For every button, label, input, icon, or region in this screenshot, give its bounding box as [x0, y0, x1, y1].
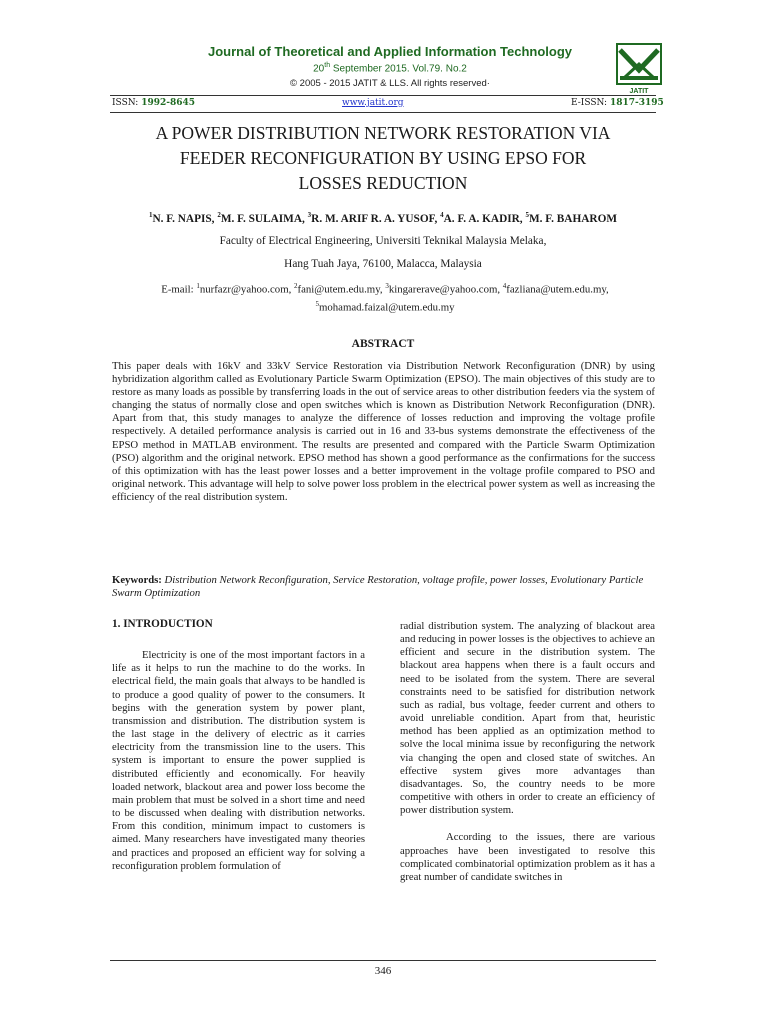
logo-text: JATIT: [629, 88, 649, 95]
body-paragraph: radial distribution system. The analyzing of blackout area and reducing in power losses is the objectives to achieve an efficient and secure in the distribution system. The blackout area happens when there is a fault occurs and need to be isolated from the system. There are several constraints need to be satisfied for distribution network such as radial, bus voltage, feeder current and others to avoid unreliable condition. Apart from that, heuristic method has been applied as an optimization method to solve the local minima issue by reconfiguring the network via changing the open and closed state of switches. An effective system gives more advantages than disadvantages. So, the country needs to be more competitive with others in order to create an efficiency of power distribution system.: [400, 620, 655, 817]
keywords-text: Distribution Network Reconfiguration, Service Restoration, voltage profile, power losses, Evolutionary Particle Swarm Optimization: [112, 574, 644, 600]
keywords: [112, 574, 655, 601]
page-number: 346: [374, 965, 392, 977]
abstract-heading: ABSTRACT: [351, 338, 415, 350]
section-heading: 1. INTRODUCTION: [112, 618, 213, 630]
issue-day-suffix: th: [324, 62, 331, 69]
author-name: A. F. A. KADIR,: [443, 212, 526, 225]
issn-value: 1992-8645: [141, 98, 196, 108]
author-name: N. F. NAPIS,: [152, 212, 218, 225]
journal-copyright: © 2005 - 2015 JATIT & LLS. All rights reserved·: [290, 78, 490, 89]
right-column: [400, 620, 655, 884]
left-column: [112, 618, 365, 873]
email-list: [115, 279, 655, 314]
author-index: 5: [525, 211, 529, 219]
website-link[interactable]: www.jatit.org: [342, 98, 404, 108]
issn: [112, 98, 195, 108]
abstract-text: This paper deals with 16kV and 33kV Service Restoration via Distribution Network Reconfiguration (DNR) by using hybridization algorithm called as Evolutionary Particle Swarm Optimization (EPSO). The main objectives of this study are to restore as many loads as possible by transferring loads in the out of service areas to other distribution feeders via the system of changing the status of normally close and open switches which is known as Distribution Network Reconfiguration (DNR). Apart from that, this study manages to analyze the difference of losses reduction and improving the voltage profile respectively. A detailed performance analysis is carried out in 16 and 33-bus systems demonstrate the effectiveness of the EPSO method in MATLAB environment. The results are presented and compared with the Particle Swarm Optimization (PSO) algorithm and the original network. EPSO method has shown a good performance as the confirmations for the success of this optimization with has the least power losses and a better improvement in the voltage profile compared to PSO and original network. This advantage will help to solve power loss problem in the electrical power system as well as increasing the efficiency of the real distribution system.: [112, 360, 655, 503]
author-index: 3: [307, 211, 312, 219]
paper-title: [110, 121, 656, 196]
eissn: [571, 98, 664, 108]
eissn-label: E-ISSN:: [571, 98, 610, 108]
journal-issue: [140, 62, 640, 74]
author-name: R. M. ARIF R. A. YUSOF,: [311, 212, 441, 225]
eissn-value: 1817-3195: [609, 98, 664, 108]
email-address: mohamad.faizal@utem.edu.my: [318, 301, 455, 314]
email-index: 4: [502, 282, 507, 290]
journal-title: Journal of Theoretical and Applied Information Technology: [207, 44, 573, 59]
email-index: 3: [385, 282, 389, 290]
footer-rule: [110, 960, 656, 961]
email-index: 2: [294, 282, 298, 290]
email-index: 5: [315, 299, 319, 308]
email-label: E-mail:: [161, 283, 197, 296]
author-index: 2: [217, 211, 221, 219]
email-address: fazliana@utem.edu.my,: [506, 283, 609, 296]
issue-details: September 2015. Vol.79. No.2: [330, 63, 467, 75]
email-index: 1: [196, 282, 200, 290]
header-rule-bottom: [110, 112, 656, 113]
affiliation-line: Hang Tuah Jaya, 76100, Malacca, Malaysia: [284, 258, 482, 270]
author-name: M. F. SULAIMA,: [220, 212, 308, 225]
title-line: LOSSES REDUCTION: [298, 173, 468, 193]
email-address: fani@utem.edu.my,: [297, 283, 386, 296]
jatit-logo: [614, 38, 664, 90]
title-line: FEEDER RECONFIGURATION BY USING EPSO FOR: [179, 148, 587, 168]
header-rule-top: [110, 95, 656, 96]
email-address: kingarerave@yahoo.com,: [388, 283, 503, 296]
affiliation-line: Faculty of Electrical Engineering, Universiti Teknikal Malaysia Melaka,: [219, 235, 547, 247]
body-paragraph: Electricity is one of the most important factors in a life as it helps to run the machine to do the works. In electrical field, the main goals that always to be handled is to produce a good quality of power to the consumers. It begins with the generation system by power plant, transmission and distribution. The distribution system is the last stage in the delivery of electric as it carries electricity from the transmission line to the users. This system is important to ensure the power supplied is distributed efficiently and economically. For heavily loaded network, blackout area and power loss become the main problem that must be solved in a short time and need to be discussed when dealing with distribution networks. From this condition, minimum impact to customers is aimed. Many researchers have investigated many theories and practices and proposed an efficient way for solving a reconfiguration problem formulation of: [112, 649, 365, 872]
body-paragraph: According to the issues, there are various approaches have been investigated to resolve this complicated combinatorial optimization problem as it has a great number of candidate switches in: [400, 831, 655, 883]
author-list: [100, 211, 666, 225]
email-address: nurfazr@yahoo.com,: [199, 283, 294, 296]
issn-label: ISSN:: [112, 98, 142, 108]
author-index: 1: [148, 211, 153, 219]
keywords-label: Keywords:: [112, 574, 165, 586]
author-name: M. F. BAHAROM: [528, 212, 618, 225]
issue-day: 20: [313, 63, 325, 75]
author-index: 4: [440, 211, 444, 219]
title-line: A POWER DISTRIBUTION NETWORK RESTORATION VIA: [155, 123, 611, 143]
